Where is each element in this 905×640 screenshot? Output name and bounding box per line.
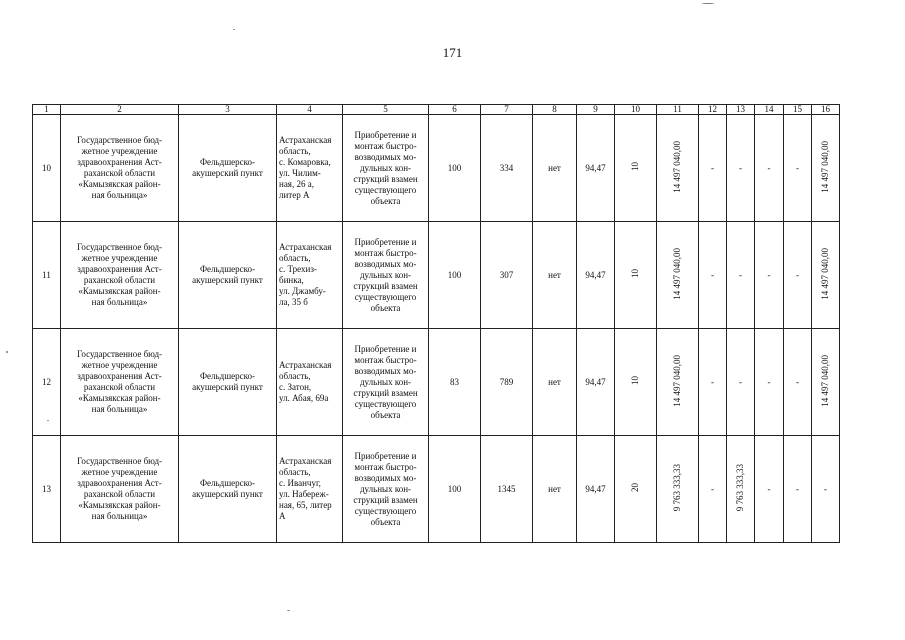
address-cell-line: ул. Джамбу- [279, 286, 326, 296]
col15-cell [784, 115, 812, 222]
col10-cell [615, 222, 657, 329]
institution-cell-line: раханской области [83, 275, 156, 285]
institution-cell-line: здравоохранения Аст- [77, 371, 162, 381]
institution-cell-line: раханской области [83, 489, 156, 499]
col13-cell [727, 329, 755, 436]
action-cell-line: струкций взамен [353, 494, 418, 505]
col12-cell [699, 115, 727, 222]
row-number: 13 [33, 436, 61, 543]
col14-cell-value: - [767, 162, 771, 173]
col6-cell: 83 [429, 329, 481, 436]
action-cell-line: дульных кон- [359, 162, 412, 173]
action-cell-line: возводимых мо- [354, 472, 417, 483]
address-cell [277, 115, 343, 222]
address-cell-line: Астраханская [279, 135, 332, 145]
column-header-16: 16 [812, 105, 840, 115]
col13-cell-value: 9 763 333,33 [735, 463, 745, 512]
institution-cell-line: раханской области [83, 382, 156, 392]
column-header-4: 4 [277, 105, 343, 115]
address-cell-line: с. Трехиз- [279, 264, 317, 274]
col12-cell-value: - [711, 483, 714, 494]
row-number: 12 [33, 329, 61, 436]
row-number: 11 [33, 222, 61, 329]
col14-cell [755, 115, 784, 222]
action-cell-line: струкций взамен [353, 173, 418, 184]
column-header-15: 15 [784, 105, 812, 115]
address-cell [277, 329, 343, 436]
row-number: 10 [33, 115, 61, 222]
address-cell-line: область, [279, 371, 311, 381]
address-cell-line: бинка, [279, 275, 304, 285]
data-table [32, 104, 840, 543]
col11-cell-value: 14 497 040,00 [672, 247, 682, 300]
institution-cell-line: жетное учреждение [81, 360, 158, 370]
col8-cell: нет [533, 115, 577, 222]
institution-cell-line: здравоохранения Аст- [77, 264, 162, 274]
col13-cell-value: - [739, 376, 742, 387]
col14-cell [755, 329, 784, 436]
col9-cell: 94,47 [577, 329, 615, 436]
col14-cell-value: - [767, 376, 771, 387]
table-row [33, 329, 840, 436]
object-type-cell [179, 329, 277, 436]
col15-cell [784, 329, 812, 436]
address-cell-line: ул. Набереж- [279, 489, 329, 499]
col16-cell [812, 329, 840, 436]
institution-cell-line: жетное учреждение [81, 467, 158, 477]
address-cell-line: А [279, 511, 286, 521]
scan-speck [233, 29, 235, 30]
col14-cell-value: - [767, 483, 771, 494]
object-type-cell-line: Фельдшерско- [199, 371, 256, 381]
column-header-5: 5 [343, 105, 429, 115]
action-cell-line: Приобретение и [354, 129, 417, 140]
col8-cell: нет [533, 436, 577, 543]
col10-cell-value: 10 [630, 269, 640, 278]
institution-cell-line: ная больница» [91, 404, 148, 414]
col10-cell-value: 10 [630, 162, 640, 171]
institution-cell-line: Государственное бюд- [76, 135, 163, 145]
col15-cell [784, 436, 812, 543]
action-cell-line: возводимых мо- [354, 365, 417, 376]
col15-cell-value: - [796, 269, 799, 280]
action-cell-line: дульных кон- [359, 483, 412, 494]
action-cell-line: существующего [354, 398, 417, 409]
action-cell-line: струкций взамен [353, 387, 418, 398]
action-cell-line: монтаж быстро- [354, 247, 417, 258]
column-header-10: 10 [615, 105, 657, 115]
institution-cell-line: Государственное бюд- [76, 349, 163, 359]
action-cell [343, 222, 429, 329]
address-cell-line: ла, 35 б [279, 297, 308, 307]
col16-cell [812, 115, 840, 222]
institution-cell [61, 329, 179, 436]
address-cell-line: ная, 65, литер [279, 500, 332, 510]
col12-cell [699, 222, 727, 329]
col10-cell [615, 329, 657, 436]
table-row [33, 115, 840, 222]
col8-cell: нет [533, 222, 577, 329]
col15-cell-value: - [796, 376, 799, 387]
action-cell-line: объекта [370, 516, 401, 527]
col7-cell: 1345 [481, 436, 533, 543]
action-cell-line: Приобретение и [354, 236, 417, 247]
col11-cell [657, 222, 699, 329]
col15-cell-value: - [796, 162, 799, 173]
column-header-13: 13 [727, 105, 755, 115]
col15-cell [784, 222, 812, 329]
object-type-cell-line: акушерский пункт [192, 382, 263, 392]
address-cell-line: область, [279, 467, 311, 477]
col11-cell [657, 436, 699, 543]
address-cell [277, 222, 343, 329]
col14-cell-value: - [767, 269, 771, 280]
column-header-3: 3 [179, 105, 277, 115]
column-header-2: 2 [61, 105, 179, 115]
col10-cell [615, 115, 657, 222]
col8-cell: нет [533, 329, 577, 436]
col16-cell-value: 14 497 040,00 [820, 354, 830, 407]
col12-cell [699, 436, 727, 543]
col9-cell: 94,47 [577, 115, 615, 222]
address-cell-line: Астраханская [279, 360, 332, 370]
col13-cell [727, 222, 755, 329]
column-header-7: 7 [481, 105, 533, 115]
institution-cell-line: «Камызякская район- [78, 286, 161, 296]
address-cell-line: область, [279, 253, 311, 263]
col12-cell-value: - [711, 269, 714, 280]
address-cell-line: область, [279, 146, 311, 156]
scan-speck [287, 610, 290, 611]
address-cell-line: ная, 26 а, [279, 179, 314, 189]
action-cell-line: возводимых мо- [354, 151, 417, 162]
col12-cell-value: - [711, 376, 714, 387]
column-header-9: 9 [577, 105, 615, 115]
col7-cell: 334 [481, 115, 533, 222]
address-cell-line: литер А [279, 190, 310, 200]
address-cell-line: Астраханская [279, 456, 332, 466]
col10-cell-value: 10 [630, 376, 640, 385]
col14-cell [755, 222, 784, 329]
col11-cell-value: 9 763 333,33 [672, 463, 682, 512]
institution-cell-line: жетное учреждение [81, 253, 158, 263]
col12-cell-value: - [711, 162, 714, 173]
action-cell-line: объекта [370, 409, 401, 420]
address-cell-line: с. Иванчуг, [279, 478, 321, 488]
institution-cell-line: «Камызякская район- [78, 393, 161, 403]
institution-cell-line: Государственное бюд- [76, 456, 163, 466]
institution-cell-line: ная больница» [91, 190, 148, 200]
column-header-11: 11 [657, 105, 699, 115]
col7-cell: 789 [481, 329, 533, 436]
institution-cell-line: здравоохранения Аст- [77, 157, 162, 167]
object-type-cell-line: акушерский пункт [192, 489, 263, 499]
column-header-14: 14 [755, 105, 784, 115]
object-type-cell [179, 222, 277, 329]
action-cell [343, 436, 429, 543]
col13-cell-value: - [739, 269, 742, 280]
institution-cell-line: ная больница» [91, 511, 148, 521]
col15-cell-value: - [796, 483, 799, 494]
action-cell-line: существующего [354, 184, 417, 195]
action-cell-line: монтаж быстро- [354, 140, 417, 151]
object-type-cell-line: акушерский пункт [192, 275, 263, 285]
col14-cell [755, 436, 784, 543]
object-type-cell [179, 115, 277, 222]
action-cell-line: монтаж быстро- [354, 461, 417, 472]
institution-cell-line: «Камызякская район- [78, 500, 161, 510]
col13-cell [727, 115, 755, 222]
action-cell [343, 329, 429, 436]
institution-cell-line: «Камызякская район- [78, 179, 161, 189]
address-cell-line: ул. Абая, 69а [279, 393, 329, 403]
institution-cell [61, 115, 179, 222]
col11-cell [657, 329, 699, 436]
col12-cell [699, 329, 727, 436]
action-cell [343, 115, 429, 222]
scan-speck [6, 351, 8, 353]
action-cell-line: объекта [370, 302, 401, 313]
institution-cell-line: раханской области [83, 168, 156, 178]
col10-cell [615, 436, 657, 543]
col13-cell [727, 436, 755, 543]
col9-cell: 94,47 [577, 222, 615, 329]
col11-cell-value: 14 497 040,00 [672, 354, 682, 407]
object-type-cell-line: акушерский пункт [192, 168, 263, 178]
action-cell-line: дульных кон- [359, 269, 412, 280]
scan-speck [702, 3, 714, 4]
institution-cell [61, 436, 179, 543]
col7-cell: 307 [481, 222, 533, 329]
address-cell [277, 436, 343, 543]
action-cell-line: существующего [354, 291, 417, 302]
object-type-cell [179, 436, 277, 543]
col6-cell: 100 [429, 115, 481, 222]
column-header-12: 12 [699, 105, 727, 115]
action-cell-line: существующего [354, 505, 417, 516]
action-cell-line: струкций взамен [353, 280, 418, 291]
action-cell-line: дульных кон- [359, 376, 412, 387]
institution-cell-line: ная больница» [91, 297, 148, 307]
action-cell-line: объекта [370, 195, 401, 206]
col11-cell [657, 115, 699, 222]
col16-cell [812, 222, 840, 329]
table-body [33, 105, 840, 543]
col10-cell-value: 20 [630, 483, 640, 492]
col6-cell: 100 [429, 222, 481, 329]
address-cell-line: Астраханская [279, 242, 332, 252]
institution-cell-line: здравоохранения Аст- [77, 478, 162, 488]
object-type-cell-line: Фельдшерско- [199, 157, 256, 167]
object-type-cell-line: Фельдшерско- [199, 264, 256, 274]
action-cell-line: Приобретение и [354, 343, 417, 354]
institution-cell-line: Государственное бюд- [76, 242, 163, 252]
table-row [33, 436, 840, 543]
col13-cell-value: - [739, 162, 742, 173]
action-cell-line: монтаж быстро- [354, 354, 417, 365]
page-number: 171 [442, 45, 463, 60]
address-cell-line: с. Комаровка, [279, 157, 331, 167]
object-type-cell-line: Фельдшерско- [199, 478, 256, 488]
column-header-8: 8 [533, 105, 577, 115]
col11-cell-value: 14 497 040,00 [672, 140, 682, 193]
action-cell-line: Приобретение и [354, 450, 417, 461]
col6-cell: 100 [429, 436, 481, 543]
institution-cell [61, 222, 179, 329]
col16-cell-value: 14 497 040,00 [820, 140, 830, 193]
institution-cell-line: жетное учреждение [81, 146, 158, 156]
col16-cell [812, 436, 840, 543]
column-header-1: 1 [33, 105, 61, 115]
address-cell-line: с. Затон, [279, 382, 312, 392]
col16-cell-value: - [824, 483, 827, 494]
col16-cell-value: 14 497 040,00 [820, 247, 830, 300]
column-header-6: 6 [429, 105, 481, 115]
action-cell-line: возводимых мо- [354, 258, 417, 269]
col9-cell: 94,47 [577, 436, 615, 543]
header-row [33, 105, 840, 115]
address-cell-line: ул. Чилим- [279, 168, 321, 178]
table-row [33, 222, 840, 329]
